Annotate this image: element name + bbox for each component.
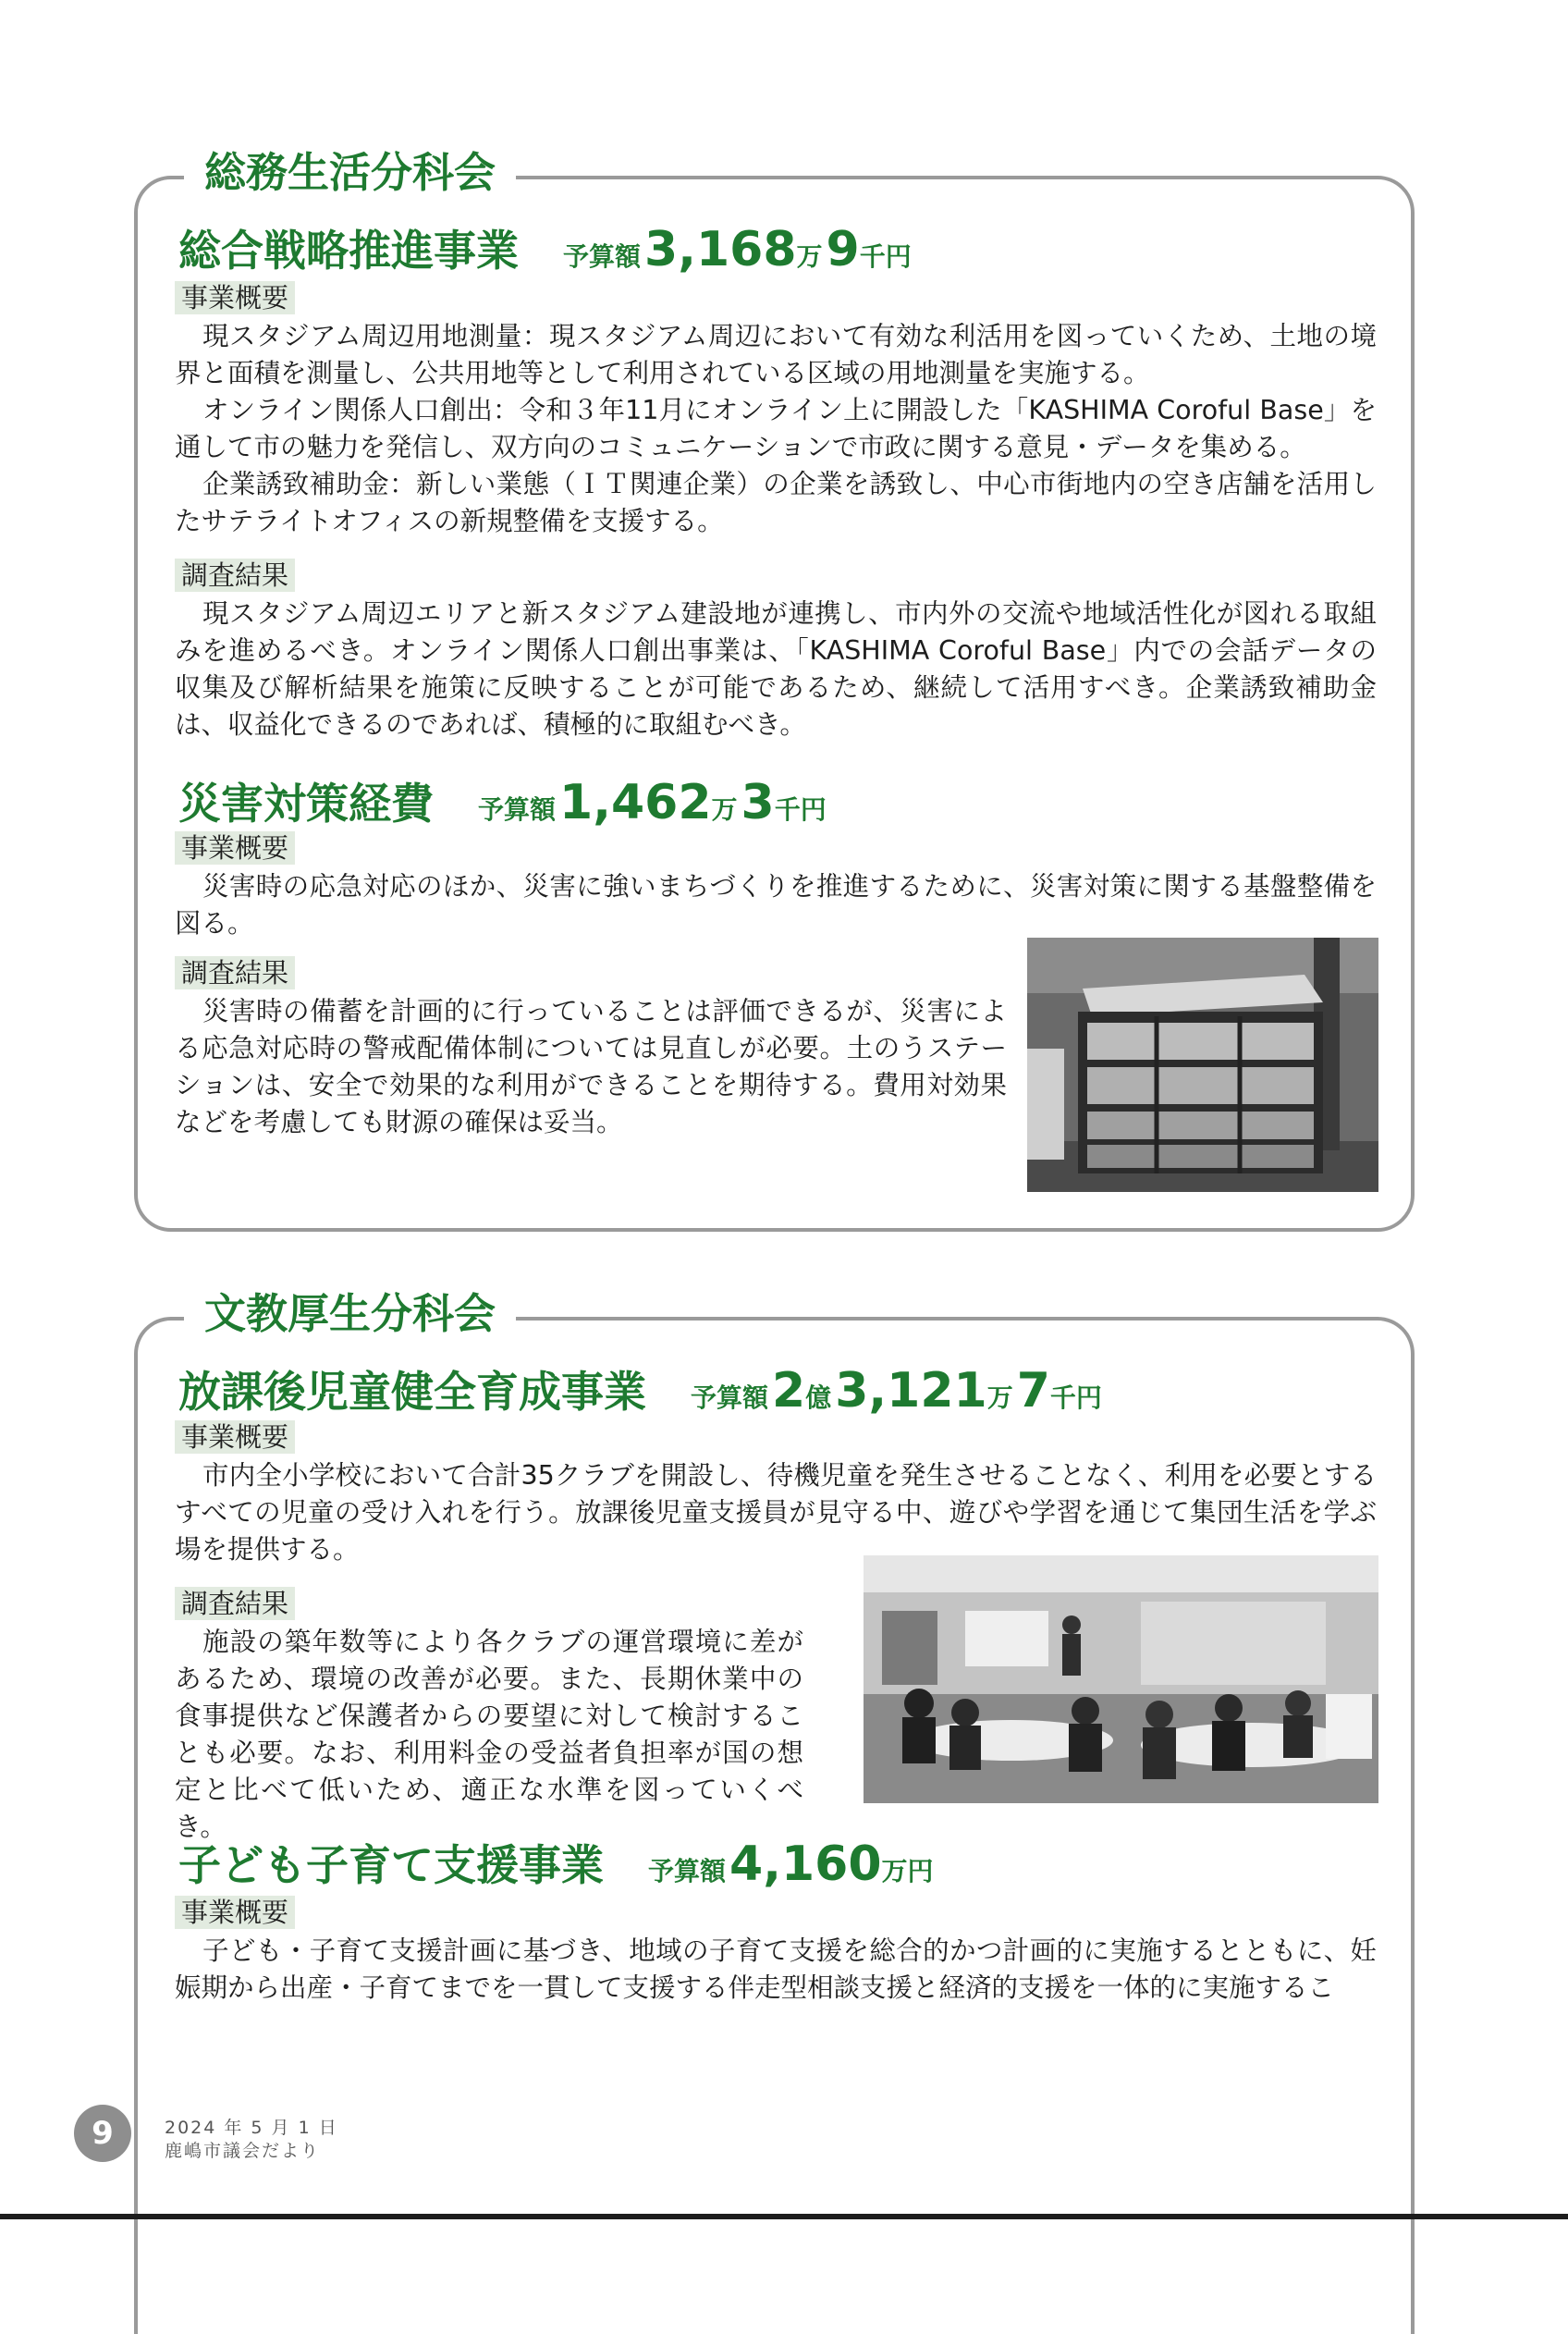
section-bunkyo-kousei bbox=[134, 1289, 1415, 2334]
result-text: 施設の築年数等により各クラブの運営環境に差があるため、環境の改善が必要。また、長期休業中の食事提供など保護者からの要望に対して検討することも必要。なお、利用料金の受益者負担率が国の想定と比べて低いため、適正な水準を図っていくべき。 bbox=[175, 1627, 803, 1842]
overview-label: 事業概要 bbox=[175, 1420, 295, 1454]
budget-amount-oku: 2 bbox=[772, 1363, 806, 1419]
overview-text: オンライン関係人口創出：令和３年11月にオンライン上に開設した「KASHIMA Coroful Base」を通して市の魅力を発信し、双方向のコミュニケーションで市政に関する意見・データを集める。 bbox=[175, 395, 1377, 462]
project-title-houkago-jidou: 放課後児童健全育成事業 予算額2億3,121万7千円 bbox=[178, 1363, 1102, 1419]
page-number-badge: 9 bbox=[74, 2105, 131, 2162]
result-text: 災害時の備蓄を計画的に行っていることは評価できるが、災害による応急対応時の警戒配備体制については見直しが必要。土のうステーションは、安全で効果的な利用ができることを期待する。費用対効果などを考慮しても財源の確保は妥当。 bbox=[175, 996, 1007, 1137]
after-school-club-photo bbox=[864, 1555, 1378, 1803]
project-title-sougou-senryaku: 総合戦略推進事業 予算額3,168万9千円 bbox=[178, 222, 912, 277]
overview-label: 事業概要 bbox=[175, 831, 295, 865]
result-label: 調査結果 bbox=[175, 956, 295, 989]
project-name: 子ども子育て支援事業 bbox=[178, 1840, 604, 1890]
budget-label: 予算額 bbox=[691, 1382, 769, 1413]
project-name: 総合戦略推進事業 bbox=[178, 226, 519, 276]
budget-amount-sen: 9 bbox=[826, 222, 860, 277]
section-soumu-seikatsu bbox=[134, 148, 1415, 1232]
project-name: 放課後児童健全育成事業 bbox=[178, 1367, 646, 1417]
overview-text: 子ども・子育て支援計画に基づき、地域の子育て支援を総合的かつ計画的に実施するとともに、妊娠期から出産・子育てまでを一貫して支援する伴走型相談支援と経済的支援を一体的に実施するこ bbox=[175, 1935, 1377, 2003]
budget-amount-man: 3,121 bbox=[835, 1363, 987, 1419]
project-name: 災害対策経費 bbox=[178, 779, 434, 829]
project-title-saigai-taisaku: 災害対策経費 予算額1,462万3千円 bbox=[178, 775, 827, 830]
budget-amount-sen: 3 bbox=[741, 775, 775, 830]
budget-amount-sen: 7 bbox=[1016, 1363, 1050, 1419]
section-title: 文教厚生分科会 bbox=[184, 1282, 516, 1346]
budget-label: 予算額 bbox=[563, 241, 642, 272]
overview-text: 現スタジアム周辺用地測量：現スタジアム周辺において有効な利活用を図っていくため、土地の境界と面積を測量し、公共用地等として利用されている区域の用地測量を実施する。 bbox=[175, 321, 1377, 388]
sandbag-station-photo bbox=[1027, 938, 1378, 1192]
overview-text: 企業誘致補助金：新しい業態（ＩＴ関連企業）の企業を誘致し、中心市街地内の空き店舗を活用したサテライトオフィスの新規整備を支援する。 bbox=[175, 469, 1377, 536]
project-title-kodomo-kosodate: 子ども子育て支援事業 予算額4,160万円 bbox=[178, 1836, 934, 1892]
budget-amount-man: 3,168 bbox=[644, 222, 797, 277]
overview-text: 市内全小学校において合計35クラブを開設し、待機児童を発生させることなく、利用を必要とするすべての児童の受け入れを行う。放課後児童支援員が見守る中、遊びや学習を通じて集団生活を学ぶ場を提供する。 bbox=[175, 1460, 1377, 1565]
budget-label: 予算額 bbox=[478, 794, 557, 825]
budget-label: 予算額 bbox=[648, 1856, 727, 1886]
overview-label: 事業概要 bbox=[175, 281, 295, 314]
issue-date: 2024 年 5 月 1 日 bbox=[165, 2118, 338, 2138]
overview-text: 災害時の応急対応のほか、災害に強いまちづくりを推進するために、災害対策に関する基盤整備を図る。 bbox=[175, 871, 1377, 939]
budget-amount-man: 1,462 bbox=[559, 775, 712, 830]
bottom-rule bbox=[0, 2214, 1568, 2219]
publication-name: 鹿嶋市議会だより bbox=[165, 2141, 321, 2161]
section-title: 総務生活分科会 bbox=[184, 141, 516, 205]
overview-label: 事業概要 bbox=[175, 1896, 295, 1929]
result-label: 調査結果 bbox=[175, 1587, 295, 1620]
budget-amount-man: 4,160 bbox=[729, 1836, 882, 1892]
result-label: 調査結果 bbox=[175, 559, 295, 592]
result-text: 現スタジアム周辺エリアと新スタジアム建設地が連携し、市内外の交流や地域活性化が図れる取組みを進めるべき。オンライン関係人口創出事業は、「KASHIMA Coroful Base」内での会話データの収集及び解析結果を施策に反映することが可能であるため、継続して活用すべき。企業誘致補助金は、収益化できるのであれば、積極的に取組むべき。 bbox=[175, 598, 1377, 740]
